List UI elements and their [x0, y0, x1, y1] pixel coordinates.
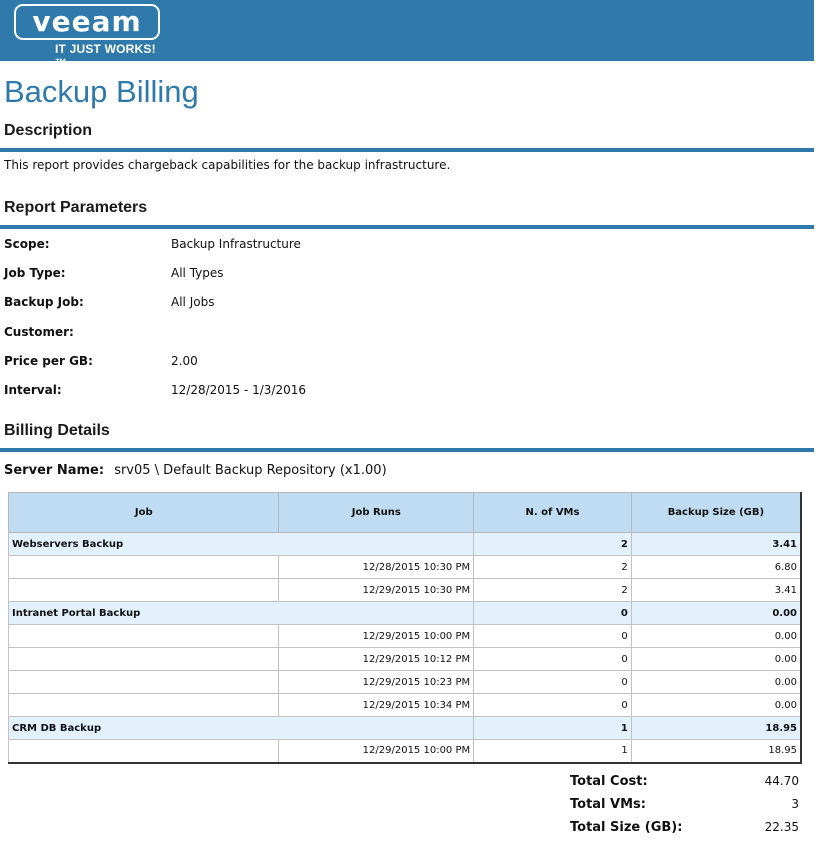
job-name: Webservers Backup — [9, 533, 279, 556]
vm-count: 0 — [474, 694, 632, 717]
section-divider — [0, 448, 814, 452]
billing-details-heading: Billing Details — [4, 422, 110, 439]
vm-count: 2 — [474, 533, 632, 556]
description-text: This report provides chargeback capabilities for the backup infrastructure. — [4, 158, 451, 172]
total-cost-value: 44.70 — [764, 774, 799, 788]
backup-size: 0.00 — [631, 625, 801, 648]
job-run-time: 12/28/2015 10:30 PM — [279, 556, 474, 579]
job-run-row — [9, 740, 802, 763]
job-cell — [9, 740, 279, 763]
logo-tagline: IT JUST WORKS!™ — [55, 42, 156, 70]
param-label-customer: Customer: — [4, 325, 74, 339]
param-label-price-per-gb: Price per GB: — [4, 354, 93, 368]
vm-count: 0 — [474, 602, 632, 625]
backup-size: 0.00 — [631, 602, 801, 625]
description-heading: Description — [4, 122, 93, 139]
job-group-row — [9, 533, 802, 556]
param-value-backup-job: All Jobs — [171, 295, 215, 309]
job-run-time: 12/29/2015 10:00 PM — [279, 740, 474, 763]
job-cell — [9, 625, 279, 648]
vm-count: 0 — [474, 671, 632, 694]
job-runs-cell — [279, 602, 474, 625]
param-label-backup-job: Backup Job: — [4, 295, 84, 309]
param-value-interval: 12/28/2015 - 1/3/2016 — [171, 383, 307, 397]
job-run-row — [9, 556, 802, 579]
server-name-value: srv05 \ Default Backup Repository (x1.00) — [114, 463, 387, 478]
backup-size: 18.95 — [631, 740, 801, 763]
job-cell — [9, 648, 279, 671]
column-header-job-runs: Job Runs — [279, 493, 474, 533]
column-header-vms: N. of VMs — [474, 493, 632, 533]
header-banner — [0, 0, 814, 70]
backup-size: 6.80 — [631, 556, 801, 579]
total-vms-value: 3 — [791, 797, 799, 811]
report-parameters-heading: Report Parameters — [4, 199, 148, 216]
backup-size: 3.41 — [631, 579, 801, 602]
job-run-time: 12/29/2015 10:12 PM — [279, 648, 474, 671]
backup-size: 0.00 — [631, 648, 801, 671]
param-value-scope: Backup Infrastructure — [171, 237, 301, 251]
job-run-time: 12/29/2015 10:30 PM — [279, 579, 474, 602]
vm-count: 2 — [474, 556, 632, 579]
total-cost-label: Total Cost: — [570, 774, 648, 789]
backup-size: 0.00 — [631, 694, 801, 717]
job-run-row — [9, 648, 802, 671]
total-vms-label: Total VMs: — [570, 797, 646, 812]
backup-size: 18.95 — [631, 717, 801, 740]
vm-count: 0 — [474, 625, 632, 648]
param-label-scope: Scope: — [4, 237, 50, 251]
veeam-logo — [14, 4, 164, 70]
job-run-time: 12/29/2015 10:34 PM — [279, 694, 474, 717]
job-run-time: 12/29/2015 10:00 PM — [279, 625, 474, 648]
vm-count: 1 — [474, 717, 632, 740]
job-name: Intranet Portal Backup — [9, 602, 279, 625]
job-run-row — [9, 694, 802, 717]
page-title: Backup Billing — [4, 74, 199, 109]
param-label-job-type: Job Type: — [4, 266, 66, 280]
job-cell — [9, 556, 279, 579]
job-group-row — [9, 602, 802, 625]
param-label-interval: Interval: — [4, 383, 62, 397]
table-header-row — [9, 493, 802, 533]
backup-size: 0.00 — [631, 671, 801, 694]
section-divider — [0, 148, 814, 152]
column-header-job: Job — [9, 493, 279, 533]
job-cell — [9, 579, 279, 602]
job-runs-cell — [279, 533, 474, 556]
job-group-row — [9, 717, 802, 740]
billing-table — [8, 492, 802, 764]
job-cell — [9, 694, 279, 717]
logo-wordmark: veeam — [14, 4, 160, 40]
param-value-job-type: All Types — [171, 266, 224, 280]
vm-count: 0 — [474, 648, 632, 671]
job-run-time: 12/29/2015 10:23 PM — [279, 671, 474, 694]
job-runs-cell — [279, 717, 474, 740]
server-name-label: Server Name: — [4, 463, 105, 478]
server-name — [4, 463, 387, 478]
job-name: CRM DB Backup — [9, 717, 279, 740]
vm-count: 1 — [474, 740, 632, 763]
section-divider — [0, 225, 814, 229]
job-run-row — [9, 671, 802, 694]
column-header-backup-size: Backup Size (GB) — [631, 493, 801, 533]
job-run-row — [9, 579, 802, 602]
total-size-label: Total Size (GB): — [570, 820, 683, 835]
vm-count: 2 — [474, 579, 632, 602]
param-value-price-per-gb: 2.00 — [171, 354, 198, 368]
job-cell — [9, 671, 279, 694]
total-size-value: 22.35 — [764, 820, 799, 834]
backup-size: 3.41 — [631, 533, 801, 556]
job-run-row — [9, 625, 802, 648]
